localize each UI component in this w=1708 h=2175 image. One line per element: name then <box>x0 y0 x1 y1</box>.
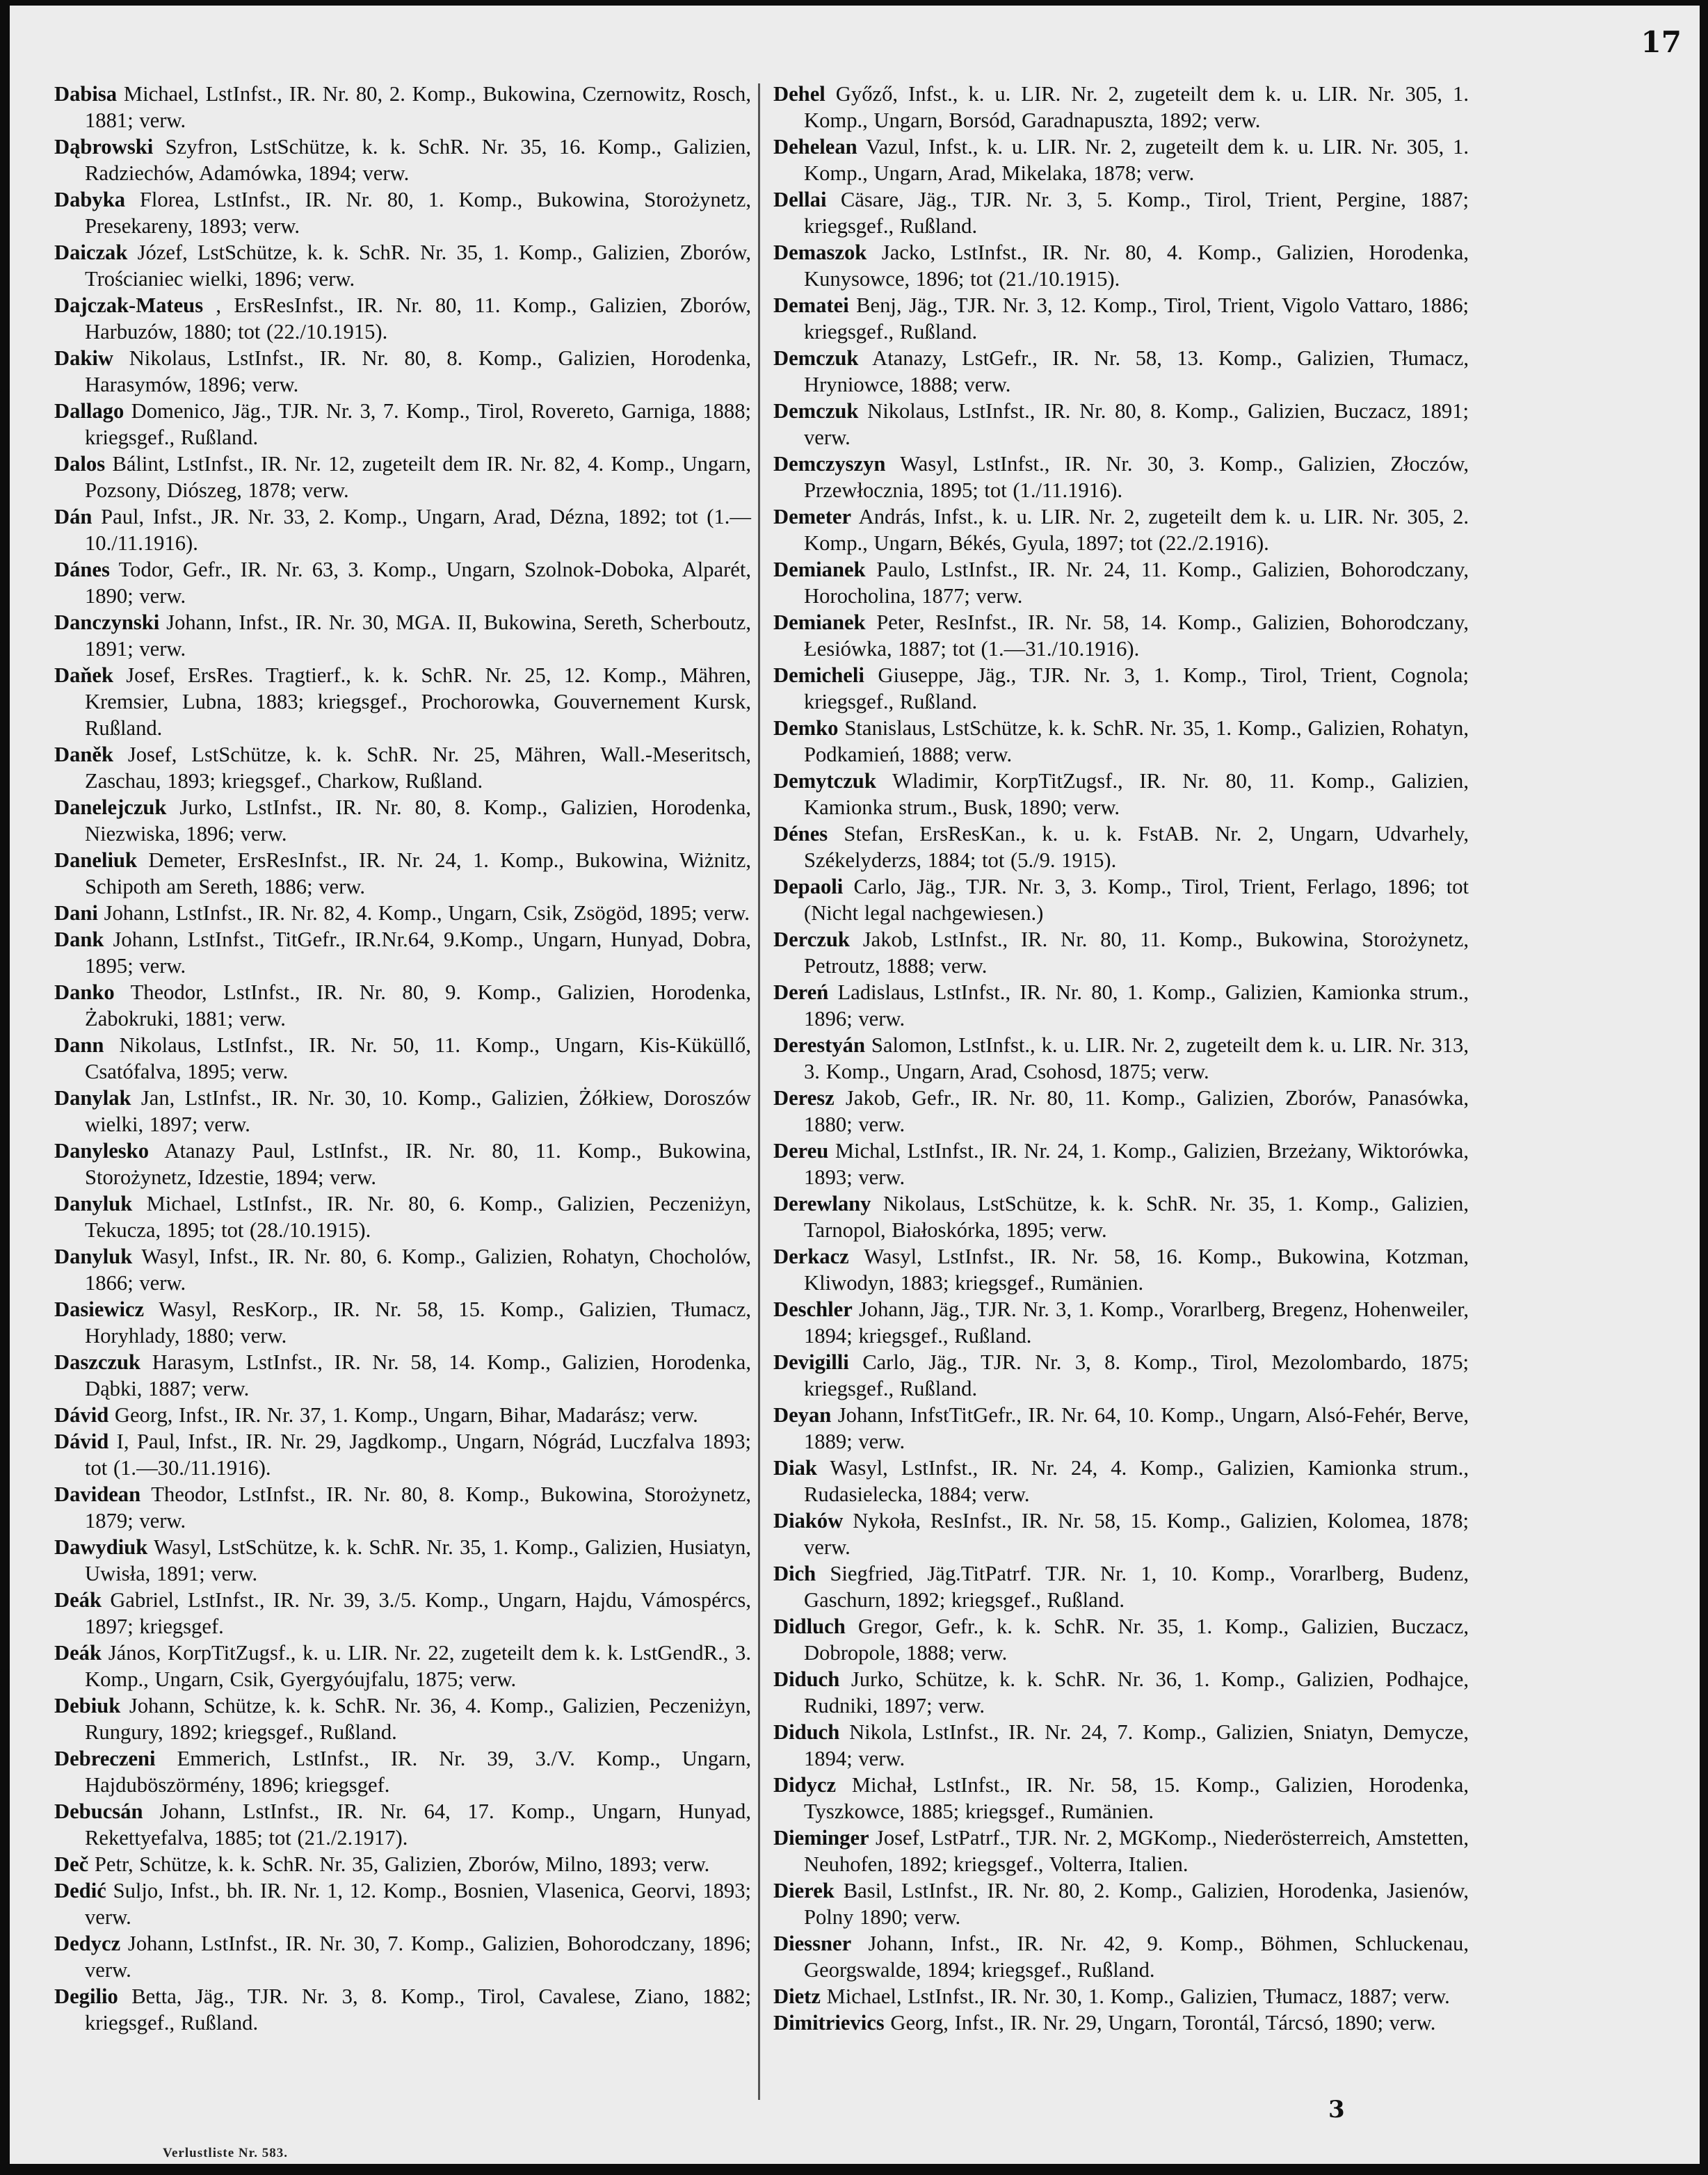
entry-surname: Danylesko <box>54 1139 149 1163</box>
entry-surname: Dank <box>54 928 104 951</box>
entry-details: Theodor, LstInfst., IR. Nr. 80, 9. Komp., Galizien, Horodenka, Żabokruki, 1881; verw. <box>85 980 751 1030</box>
list-entry <box>54 1745 751 1798</box>
entry-details: Johann, LstInfst., IR. Nr. 30, 7. Komp., Galizien, Bohorodczany, 1896; verw. <box>85 1932 751 1982</box>
page-footer: Verlustliste Nr. 583. <box>163 2146 289 2160</box>
list-entry <box>773 662 1469 715</box>
column-divider <box>758 83 760 2100</box>
list-entry <box>773 398 1469 451</box>
entry-surname: Diduch <box>773 1667 840 1691</box>
entry-details: Wasyl, Infst., IR. Nr. 80, 6. Komp., Galizien, Rohatyn, Chocholów, 1866; verw. <box>85 1245 751 1295</box>
binding-hole <box>0 640 10 658</box>
list-entry <box>54 1138 751 1190</box>
list-entry <box>54 1587 751 1640</box>
entry-details: Giuseppe, Jäg., TJR. Nr. 3, 1. Komp., Tirol, Trient, Cognola; kriegsgef., Rußland. <box>804 663 1469 713</box>
entry-surname: Derkacz <box>773 1245 849 1268</box>
entry-details: Carlo, Jäg., TJR. Nr. 3, 8. Komp., Tirol, Mezolombardo, 1875; kriegsgef., Rußland. <box>804 1350 1469 1400</box>
list-entry <box>773 1507 1469 1560</box>
right-column <box>773 81 1469 2036</box>
list-entry <box>773 1032 1469 1085</box>
entry-surname: Dieminger <box>773 1826 869 1850</box>
list-entry <box>54 134 751 186</box>
entry-details: Siegfried, Jäg.TitPatrf. TJR. Nr. 1, 10. Komp., Vorarlberg, Budenz, Gaschurn, 1892; kriegsgef., Rußland. <box>804 1562 1469 1612</box>
list-entry <box>773 134 1469 186</box>
entry-surname: Degilio <box>54 1984 118 2008</box>
list-entry <box>773 292 1469 345</box>
entry-surname: Diak <box>773 1456 817 1480</box>
entry-surname: Dabyka <box>54 188 126 211</box>
entry-surname: Derczuk <box>773 928 850 951</box>
list-entry <box>773 239 1469 292</box>
entry-surname: Dán <box>54 505 92 528</box>
entry-details: Cäsare, Jäg., TJR. Nr. 3, 5. Komp., Tirol, Trient, Pergine, 1887; kriegsgef., Rußland. <box>804 188 1469 238</box>
entry-details: Wladimir, KorpTitZugsf., IR. Nr. 80, 11. Komp., Galizien, Kamionka strum., Busk, 1890; verw. <box>804 769 1469 819</box>
entry-details: Nikolaus, LstInfst., IR. Nr. 50, 11. Komp., Ungarn, Kis-Küküllő, Csatófalva, 1895; verw. <box>85 1033 751 1083</box>
list-entry <box>773 2010 1469 2036</box>
entry-surname: Dietz <box>773 1984 821 2008</box>
entry-surname: Demicheli <box>773 663 864 687</box>
entry-details: Johann, LstInfst., IR. Nr. 64, 17. Komp., Ungarn, Hunyad, Rekettyefalva, 1885; tot (21./2.1917). <box>85 1800 751 1850</box>
binding-hole <box>0 56 10 74</box>
list-entry <box>54 1243 751 1296</box>
list-entry <box>54 979 751 1032</box>
entry-surname: Deč <box>54 1852 89 1876</box>
entry-details: Atanazy, LstGefr., IR. Nr. 58, 13. Komp., Galizien, Tłumacz, Hryniowce, 1888; verw. <box>804 346 1469 396</box>
entry-surname: Dedić <box>54 1879 106 1902</box>
list-entry <box>773 1666 1469 1719</box>
entry-details: Johann, LstInfst., TitGefr., IR.Nr.64, 9.Komp., Ungarn, Hunyad, Dobra, 1895; verw. <box>85 928 751 978</box>
entry-details: Stanislaus, LstSchütze, k. k. SchR. Nr. 35, 1. Komp., Galizien, Rohatyn, Podkamień, 1888; verw. <box>804 716 1469 766</box>
entry-details: Gregor, Gefr., k. k. SchR. Nr. 35, 1. Komp., Galizien, Buczacz, Dobropole, 1888; verw. <box>804 1615 1469 1665</box>
list-entry <box>54 847 751 900</box>
list-entry <box>54 1983 751 2036</box>
entry-surname: Danczynski <box>54 611 160 634</box>
entry-details: Wasyl, LstInfst., IR. Nr. 58, 16. Komp., Bukowina, Kotzman, Kliwodyn, 1883; kriegsgef., Rumänien. <box>804 1245 1469 1295</box>
list-entry <box>54 1402 751 1428</box>
entry-details: Johann, Schütze, k. k. SchR. Nr. 36, 4. Komp., Galizien, Peczeniżyn, Rungury, 1892; kriegsgef., Rußland. <box>85 1694 751 1744</box>
list-entry <box>54 292 751 345</box>
entry-surname: Dimitrievics <box>773 2011 885 2035</box>
entry-details: Jakob, Gefr., IR. Nr. 80, 11. Komp., Galizien, Zborów, Panasówka, 1880; verw. <box>804 1086 1469 1136</box>
entry-details: Domenico, Jäg., TJR. Nr. 3, 7. Komp., Tirol, Rovereto, Garniga, 1888; kriegsgef., Rußland. <box>85 399 751 449</box>
list-entry <box>773 715 1469 768</box>
entry-details: Wasyl, ResKorp., IR. Nr. 58, 15. Komp., Galizien, Tłumacz, Horyhlady, 1880; verw. <box>85 1297 751 1348</box>
entry-surname: Debiuk <box>54 1694 121 1717</box>
entry-surname: Danyluk <box>54 1192 133 1215</box>
entry-details: Demeter, ErsResInfst., IR. Nr. 24, 1. Komp., Bukowina, Wiżnitz, Schipoth am Sereth, 1886; verw. <box>85 848 751 898</box>
entry-details: Paulo, LstInfst., IR. Nr. 24, 11. Komp., Galizien, Bohorodczany, Horocholina, 1877; verw. <box>804 558 1469 608</box>
list-entry <box>54 398 751 451</box>
entry-details: Paul, Infst., JR. Nr. 33, 2. Komp., Ungarn, Arad, Dézna, 1892; tot (1.—10./11.1916). <box>85 505 751 555</box>
entry-surname: Demytczuk <box>773 769 876 793</box>
list-entry <box>54 1851 751 1877</box>
list-entry <box>773 1930 1469 1983</box>
entry-details: Johann, Infst., IR. Nr. 42, 9. Komp., Böhmen, Schluckenau, Georgswalde, 1894; kriegsgef., Rußland. <box>804 1932 1469 1982</box>
entry-details: Atanazy Paul, LstInfst., IR. Nr. 80, 11. Komp., Bukowina, Storożynetz, Idzestie, 1894; verw. <box>85 1139 751 1189</box>
list-entry <box>773 81 1469 134</box>
left-column <box>54 81 751 2036</box>
list-entry <box>773 768 1469 820</box>
entry-surname: Debreczeni <box>54 1747 156 1770</box>
entry-surname: Daněk <box>54 743 113 766</box>
binding-hole <box>0 1099 10 1117</box>
entry-surname: Danelejczuk <box>54 795 167 819</box>
list-entry <box>54 1296 751 1349</box>
entry-details: Theodor, LstInfst., IR. Nr. 80, 8. Komp., Bukowina, Storożynetz, 1879; verw. <box>85 1482 751 1533</box>
entry-details: Johann, Jäg., TJR. Nr. 3, 1. Komp., Vorarlberg, Bregenz, Hohenweiler, 1894; kriegsgef., Rußland. <box>804 1297 1469 1348</box>
list-entry <box>773 1349 1469 1402</box>
list-entry <box>773 1877 1469 1930</box>
entry-details: Wasyl, LstSchütze, k. k. SchR. Nr. 35, 1. Komp., Galizien, Husiatyn, Uwisła, 1891; verw. <box>85 1535 751 1585</box>
entry-surname: Davidean <box>54 1482 141 1506</box>
entry-details: Betta, Jäg., TJR. Nr. 3, 8. Komp., Tirol, Cavalese, Ziano, 1882; kriegsgef., Rußland. <box>85 1984 751 2035</box>
entry-details: Michael, LstInfst., IR. Nr. 80, 6. Komp., Galizien, Peczeniżyn, Tekucza, 1895; tot (28./10.1915). <box>85 1192 751 1242</box>
list-entry <box>54 794 751 847</box>
entry-surname: Dajczak-Mateus <box>54 293 204 317</box>
entry-details: Stefan, ErsResKan., k. u. k. FstAB. Nr. 2, Ungarn, Udvarhely, Székelyderzs, 1884; tot (5./9. 1915). <box>804 822 1469 872</box>
entry-surname: Dellai <box>773 188 827 211</box>
entry-details: Benj, Jäg., TJR. Nr. 3, 12. Komp., Tirol, Trient, Vigolo Vattaro, 1886; kriegsgef., Rußland. <box>804 293 1469 343</box>
list-entry <box>54 239 751 292</box>
list-entry <box>773 1085 1469 1138</box>
list-entry <box>773 1455 1469 1507</box>
list-entry <box>773 1402 1469 1455</box>
entry-surname: Didycz <box>773 1773 837 1797</box>
page-number: 17 <box>1641 25 1682 59</box>
list-entry <box>773 1983 1469 2010</box>
entry-details: Basil, LstInfst., IR. Nr. 80, 2. Komp., Galizien, Horodenka, Jasienów, Polny 1890; verw. <box>804 1879 1469 1929</box>
entry-details: Jurko, Schütze, k. k. SchR. Nr. 36, 1. Komp., Galizien, Podhajce, Rudniki, 1897; verw. <box>804 1667 1469 1717</box>
entry-details: Emmerich, LstInfst., IR. Nr. 39, 3./V. Komp., Ungarn, Hajduböszörmény, 1896; kriegsgef. <box>85 1747 751 1797</box>
entry-details: Győző, Infst., k. u. LIR. Nr. 2, zugeteilt dem k. u. LIR. Nr. 305, 1. Komp., Ungarn, Borsód, Garadnapuszta, 1892; verw. <box>804 82 1469 132</box>
entry-details: Georg, Infst., IR. Nr. 37, 1. Komp., Ungarn, Bihar, Madarász; verw. <box>114 1403 698 1427</box>
entry-surname: Deresz <box>773 1086 835 1110</box>
entry-surname: Dedycz <box>54 1932 121 1955</box>
entry-details: Nikola, LstInfst., IR. Nr. 24, 7. Komp., Galizien, Sniatyn, Demycze, 1894; verw. <box>804 1720 1469 1770</box>
entry-surname: Diessner <box>773 1932 852 1955</box>
entry-surname: Dénes <box>773 822 828 846</box>
document-page <box>10 6 1700 2164</box>
entry-details: Harasym, LstInfst., IR. Nr. 58, 14. Komp., Galizien, Horodenka, Dąbki, 1887; verw. <box>85 1350 751 1400</box>
entry-surname: Danyluk <box>54 1245 133 1268</box>
entry-surname: Daszczuk <box>54 1350 141 1374</box>
entry-surname: Demczuk <box>773 346 859 370</box>
list-entry <box>773 1560 1469 1613</box>
list-entry <box>54 1640 751 1692</box>
entry-details: Nikolaus, LstInfst., IR. Nr. 80, 8. Komp., Galizien, Horodenka, Harasymów, 1896; verw. <box>85 346 751 396</box>
entry-details: Józef, LstSchütze, k. k. SchR. Nr. 35, 1. Komp., Galizien, Zborów, Trościaniec wielki, 1896; verw. <box>85 241 751 291</box>
entry-details: Georg, Infst., IR. Nr. 29, Ungarn, Torontál, Tárcsó, 1890; verw. <box>890 2011 1436 2035</box>
entry-surname: Danylak <box>54 1086 131 1110</box>
entry-surname: Derewlany <box>773 1192 871 1215</box>
entry-details: , ErsResInfst., IR. Nr. 80, 11. Komp., Galizien, Zborów, Harbuzów, 1880; tot (22./10.1915). <box>85 293 751 343</box>
list-entry <box>773 609 1469 662</box>
list-entry <box>54 741 751 794</box>
entry-details: Gabriel, LstInfst., IR. Nr. 39, 3./5. Komp., Ungarn, Hajdu, Vámospércs, 1897; kriegsgef. <box>85 1588 751 1638</box>
list-entry <box>54 451 751 503</box>
list-entry <box>773 556 1469 609</box>
entry-details: Johann, Infst., IR. Nr. 30, MGA. II, Bukowina, Sereth, Scherboutz, 1891; verw. <box>85 611 751 661</box>
entry-details: Jacko, LstInfst., IR. Nr. 80, 4. Komp., Galizien, Horodenka, Kunysowce, 1896; tot (21./10.1915). <box>804 241 1469 291</box>
entry-surname: Diaków <box>773 1509 844 1533</box>
entry-surname: Daiczak <box>54 241 128 264</box>
entry-details: Nikolaus, LstSchütze, k. k. SchR. Nr. 35, 1. Komp., Galizien, Tarnopol, Białoskórka, 1895; verw. <box>804 1192 1469 1242</box>
entry-surname: Devigilli <box>773 1350 849 1374</box>
entry-surname: Demianek <box>773 611 866 634</box>
list-entry <box>773 1772 1469 1825</box>
entry-surname: Dávid <box>54 1430 109 1453</box>
binding-hole <box>0 2072 10 2090</box>
entry-details: I, Paul, Infst., IR. Nr. 29, Jagdkomp., Ungarn, Nógrád, Luczfalva 1893; tot (1.—30./11.1916). <box>85 1430 751 1480</box>
list-entry <box>54 1534 751 1587</box>
entry-surname: Daneliuk <box>54 848 138 872</box>
list-entry <box>773 1296 1469 1349</box>
list-entry <box>773 503 1469 556</box>
entry-surname: Dasiewicz <box>54 1297 145 1321</box>
entry-details: Nykoła, ResInfst., IR. Nr. 58, 15. Komp., Galizien, Kolomea, 1878; verw. <box>804 1509 1469 1559</box>
entry-surname: Demko <box>773 716 839 740</box>
list-entry <box>54 1877 751 1930</box>
list-entry <box>773 1719 1469 1772</box>
entry-surname: Dematei <box>773 293 849 317</box>
entry-details: Jurko, LstInfst., IR. Nr. 80, 8. Komp., Galizien, Horodenka, Niezwiska, 1896; verw. <box>85 795 751 846</box>
list-entry <box>54 186 751 239</box>
list-entry <box>773 451 1469 503</box>
entry-details: Jan, LstInfst., IR. Nr. 30, 10. Komp., Galizien, Żółkiew, Doroszów wielki, 1897; verw. <box>85 1086 751 1136</box>
binding-hole <box>0 1669 10 1687</box>
entry-details: Todor, Gefr., IR. Nr. 63, 3. Komp., Ungarn, Szolnok-Doboka, Alparét, 1890; verw. <box>85 558 751 608</box>
list-entry <box>54 1349 751 1402</box>
entry-details: Ladislaus, LstInfst., IR. Nr. 80, 1. Komp., Galizien, Kamionka strum., 1896; verw. <box>804 980 1469 1030</box>
entry-surname: Dallago <box>54 399 124 423</box>
entry-details: Josef, ErsRes. Tragtierf., k. k. SchR. Nr. 25, 12. Komp., Mähren, Kremsier, Lubna, 1883; kriegsgef., Prochorowka, Gouvernement Kursk, Rußland. <box>85 663 751 740</box>
list-entry <box>54 1930 751 1983</box>
entry-surname: Derestyán <box>773 1033 865 1057</box>
list-entry <box>54 926 751 979</box>
entry-details: Johann, LstInfst., IR. Nr. 82, 4. Komp., Ungarn, Csik, Zsögöd, 1895; verw. <box>104 901 750 925</box>
entry-surname: Dalos <box>54 452 106 476</box>
entry-surname: Dierek <box>773 1879 835 1902</box>
list-entry <box>54 1481 751 1534</box>
entry-details: Michał, LstInfst., IR. Nr. 58, 15. Komp., Galizien, Horodenka, Tyszkowce, 1885; kriegsgef., Rumänien. <box>804 1773 1469 1823</box>
list-entry <box>54 81 751 134</box>
binding-hole <box>0 389 10 407</box>
list-entry <box>773 926 1469 979</box>
entry-details: Szyfron, LstSchütze, k. k. SchR. Nr. 35, 16. Komp., Galizien, Radziechów, Adamówka, 1894; verw. <box>85 135 751 185</box>
list-entry <box>773 1190 1469 1243</box>
entry-details: János, KorpTitZugsf., k. u. LIR. Nr. 22, zugeteilt dem k. k. LstGendR., 3. Komp., Ungarn, Csik, Gyergyóujfalu, 1875; verw. <box>85 1641 752 1691</box>
entry-surname: Deák <box>54 1641 102 1665</box>
entry-surname: Deschler <box>773 1297 853 1321</box>
list-entry <box>54 900 751 926</box>
entry-details: Suljo, Infst., bh. IR. Nr. 1, 12. Komp., Bosnien, Vlasenica, Georvi, 1893; verw. <box>85 1879 752 1929</box>
entry-surname: Didluch <box>773 1615 846 1638</box>
entry-surname: Dann <box>54 1033 104 1057</box>
list-entry <box>773 1138 1469 1190</box>
entry-surname: Demeter <box>773 505 852 528</box>
entry-details: Petr, Schütze, k. k. SchR. Nr. 35, Galizien, Zborów, Milno, 1893; verw. <box>94 1852 710 1876</box>
entry-surname: Danko <box>54 980 115 1004</box>
list-entry <box>54 1032 751 1085</box>
entry-details: Josef, LstPatrf., TJR. Nr. 2, MGKomp., Niederösterreich, Amstetten, Neuhofen, 1892; kriegsgef., Volterra, Italien. <box>804 1826 1469 1876</box>
entry-details: Michal, LstInfst., IR. Nr. 24, 1. Komp., Galizien, Brzeżany, Wiktorówka, 1893; verw. <box>804 1139 1469 1189</box>
list-entry <box>54 1428 751 1481</box>
list-entry <box>773 820 1469 873</box>
entry-details: Florea, LstInfst., IR. Nr. 80, 1. Komp., Bukowina, Storożynetz, Presekareny, 1893; verw. <box>85 188 752 238</box>
entry-details: Peter, ResInfst., IR. Nr. 58, 14. Komp., Galizien, Bohorodczany, Łesiówka, 1887; tot (1.—31./10.1916). <box>804 611 1469 661</box>
entry-surname: Dereń <box>773 980 829 1004</box>
entry-surname: Dereu <box>773 1139 829 1163</box>
entry-surname: Dabisa <box>54 82 118 106</box>
list-entry <box>773 186 1469 239</box>
entry-surname: Dawydiuk <box>54 1535 148 1559</box>
entry-details: Wasyl, LstInfst., IR. Nr. 24, 4. Komp., Galizien, Kamionka strum., Rudasielecka, 1884; verw. <box>804 1456 1469 1506</box>
list-entry <box>54 1085 751 1138</box>
entry-surname: Demaszok <box>773 241 867 264</box>
list-entry <box>54 1692 751 1745</box>
entry-surname: Demczyszyn <box>773 452 886 476</box>
entry-details: Michael, LstInfst., IR. Nr. 30, 1. Komp., Galizien, Tłumacz, 1887; verw. <box>826 1984 1450 2008</box>
entry-surname: Depaoli <box>773 875 844 898</box>
list-entry <box>773 979 1469 1032</box>
entry-surname: Demczuk <box>773 399 859 423</box>
list-entry <box>54 662 751 741</box>
entry-surname: Dehel <box>773 82 825 106</box>
list-entry <box>773 1825 1469 1877</box>
entry-surname: Diduch <box>773 1720 840 1744</box>
list-entry <box>773 873 1469 926</box>
entry-details: Johann, InfstTitGefr., IR. Nr. 64, 10. Komp., Ungarn, Alsó-Fehér, Berve, 1889; verw. <box>804 1403 1469 1453</box>
list-entry <box>773 1243 1469 1296</box>
entry-details: Carlo, Jäg., TJR. Nr. 3, 3. Komp., Tirol, Trient, Ferlago, 1896; tot (Nicht legal nachgewiesen.) <box>804 875 1469 925</box>
entry-details: Vazul, Infst., k. u. LIR. Nr. 2, zugeteilt dem k. u. LIR. Nr. 305, 1. Komp., Ungarn, Arad, Mikelaka, 1878; verw. <box>804 135 1469 185</box>
entry-surname: Dakiw <box>54 346 113 370</box>
list-entry <box>54 609 751 662</box>
signature-mark: 3 <box>1328 2096 1345 2124</box>
entry-surname: Dich <box>773 1562 816 1585</box>
entry-surname: Dávid <box>54 1403 109 1427</box>
entry-surname: Daňek <box>54 663 113 687</box>
entry-details: Josef, LstSchütze, k. k. SchR. Nr. 25, Mähren, Wall.-Meseritsch, Zaschau, 1893; kriegsgef., Charkow, Rußland. <box>85 743 751 793</box>
list-entry <box>54 1798 751 1851</box>
entry-surname: Dani <box>54 901 98 925</box>
entry-details: Wasyl, LstInfst., IR. Nr. 30, 3. Komp., Galizien, Złoczów, Przewłocznia, 1895; tot (1./11.1916). <box>804 452 1469 502</box>
entry-surname: Deák <box>54 1588 102 1612</box>
entry-surname: Dehelean <box>773 135 857 159</box>
entry-surname: Dąbrowski <box>54 135 154 159</box>
entry-surname: Debucsán <box>54 1800 143 1823</box>
entry-details: Michael, LstInfst., IR. Nr. 80, 2. Komp., Bukowina, Czernowitz, Rosch, 1881; verw. <box>85 82 752 132</box>
list-entry <box>54 556 751 609</box>
list-entry <box>54 1190 751 1243</box>
list-entry <box>773 345 1469 398</box>
list-entry <box>54 503 751 556</box>
entry-surname: Deyan <box>773 1403 832 1427</box>
entry-details: Jakob, LstInfst., IR. Nr. 80, 11. Komp., Bukowina, Storożynetz, Petroutz, 1888; verw. <box>804 928 1469 978</box>
list-entry <box>54 345 751 398</box>
entry-details: Bálint, LstInfst., IR. Nr. 12, zugeteilt dem IR. Nr. 82, 4. Komp., Ungarn, Pozsony, Diószeg, 1878; verw. <box>85 452 751 502</box>
list-entry <box>773 1613 1469 1666</box>
entry-surname: Dánes <box>54 558 110 581</box>
entry-details: Nikolaus, LstInfst., IR. Nr. 80, 8. Komp., Galizien, Buczacz, 1891; verw. <box>804 399 1469 449</box>
entry-details: András, Infst., k. u. LIR. Nr. 2, zugeteilt dem k. u. LIR. Nr. 305, 2. Komp., Ungarn, Békés, Gyula, 1897; tot (22./2.1916). <box>804 505 1469 555</box>
entry-surname: Demianek <box>773 558 866 581</box>
entry-details: Salomon, LstInfst., k. u. LIR. Nr. 2, zugeteilt dem k. u. LIR. Nr. 313, 3. Komp., Ungarn, Arad, Csohosd, 1875; verw. <box>804 1033 1469 1083</box>
page-edge <box>0 0 10 2175</box>
